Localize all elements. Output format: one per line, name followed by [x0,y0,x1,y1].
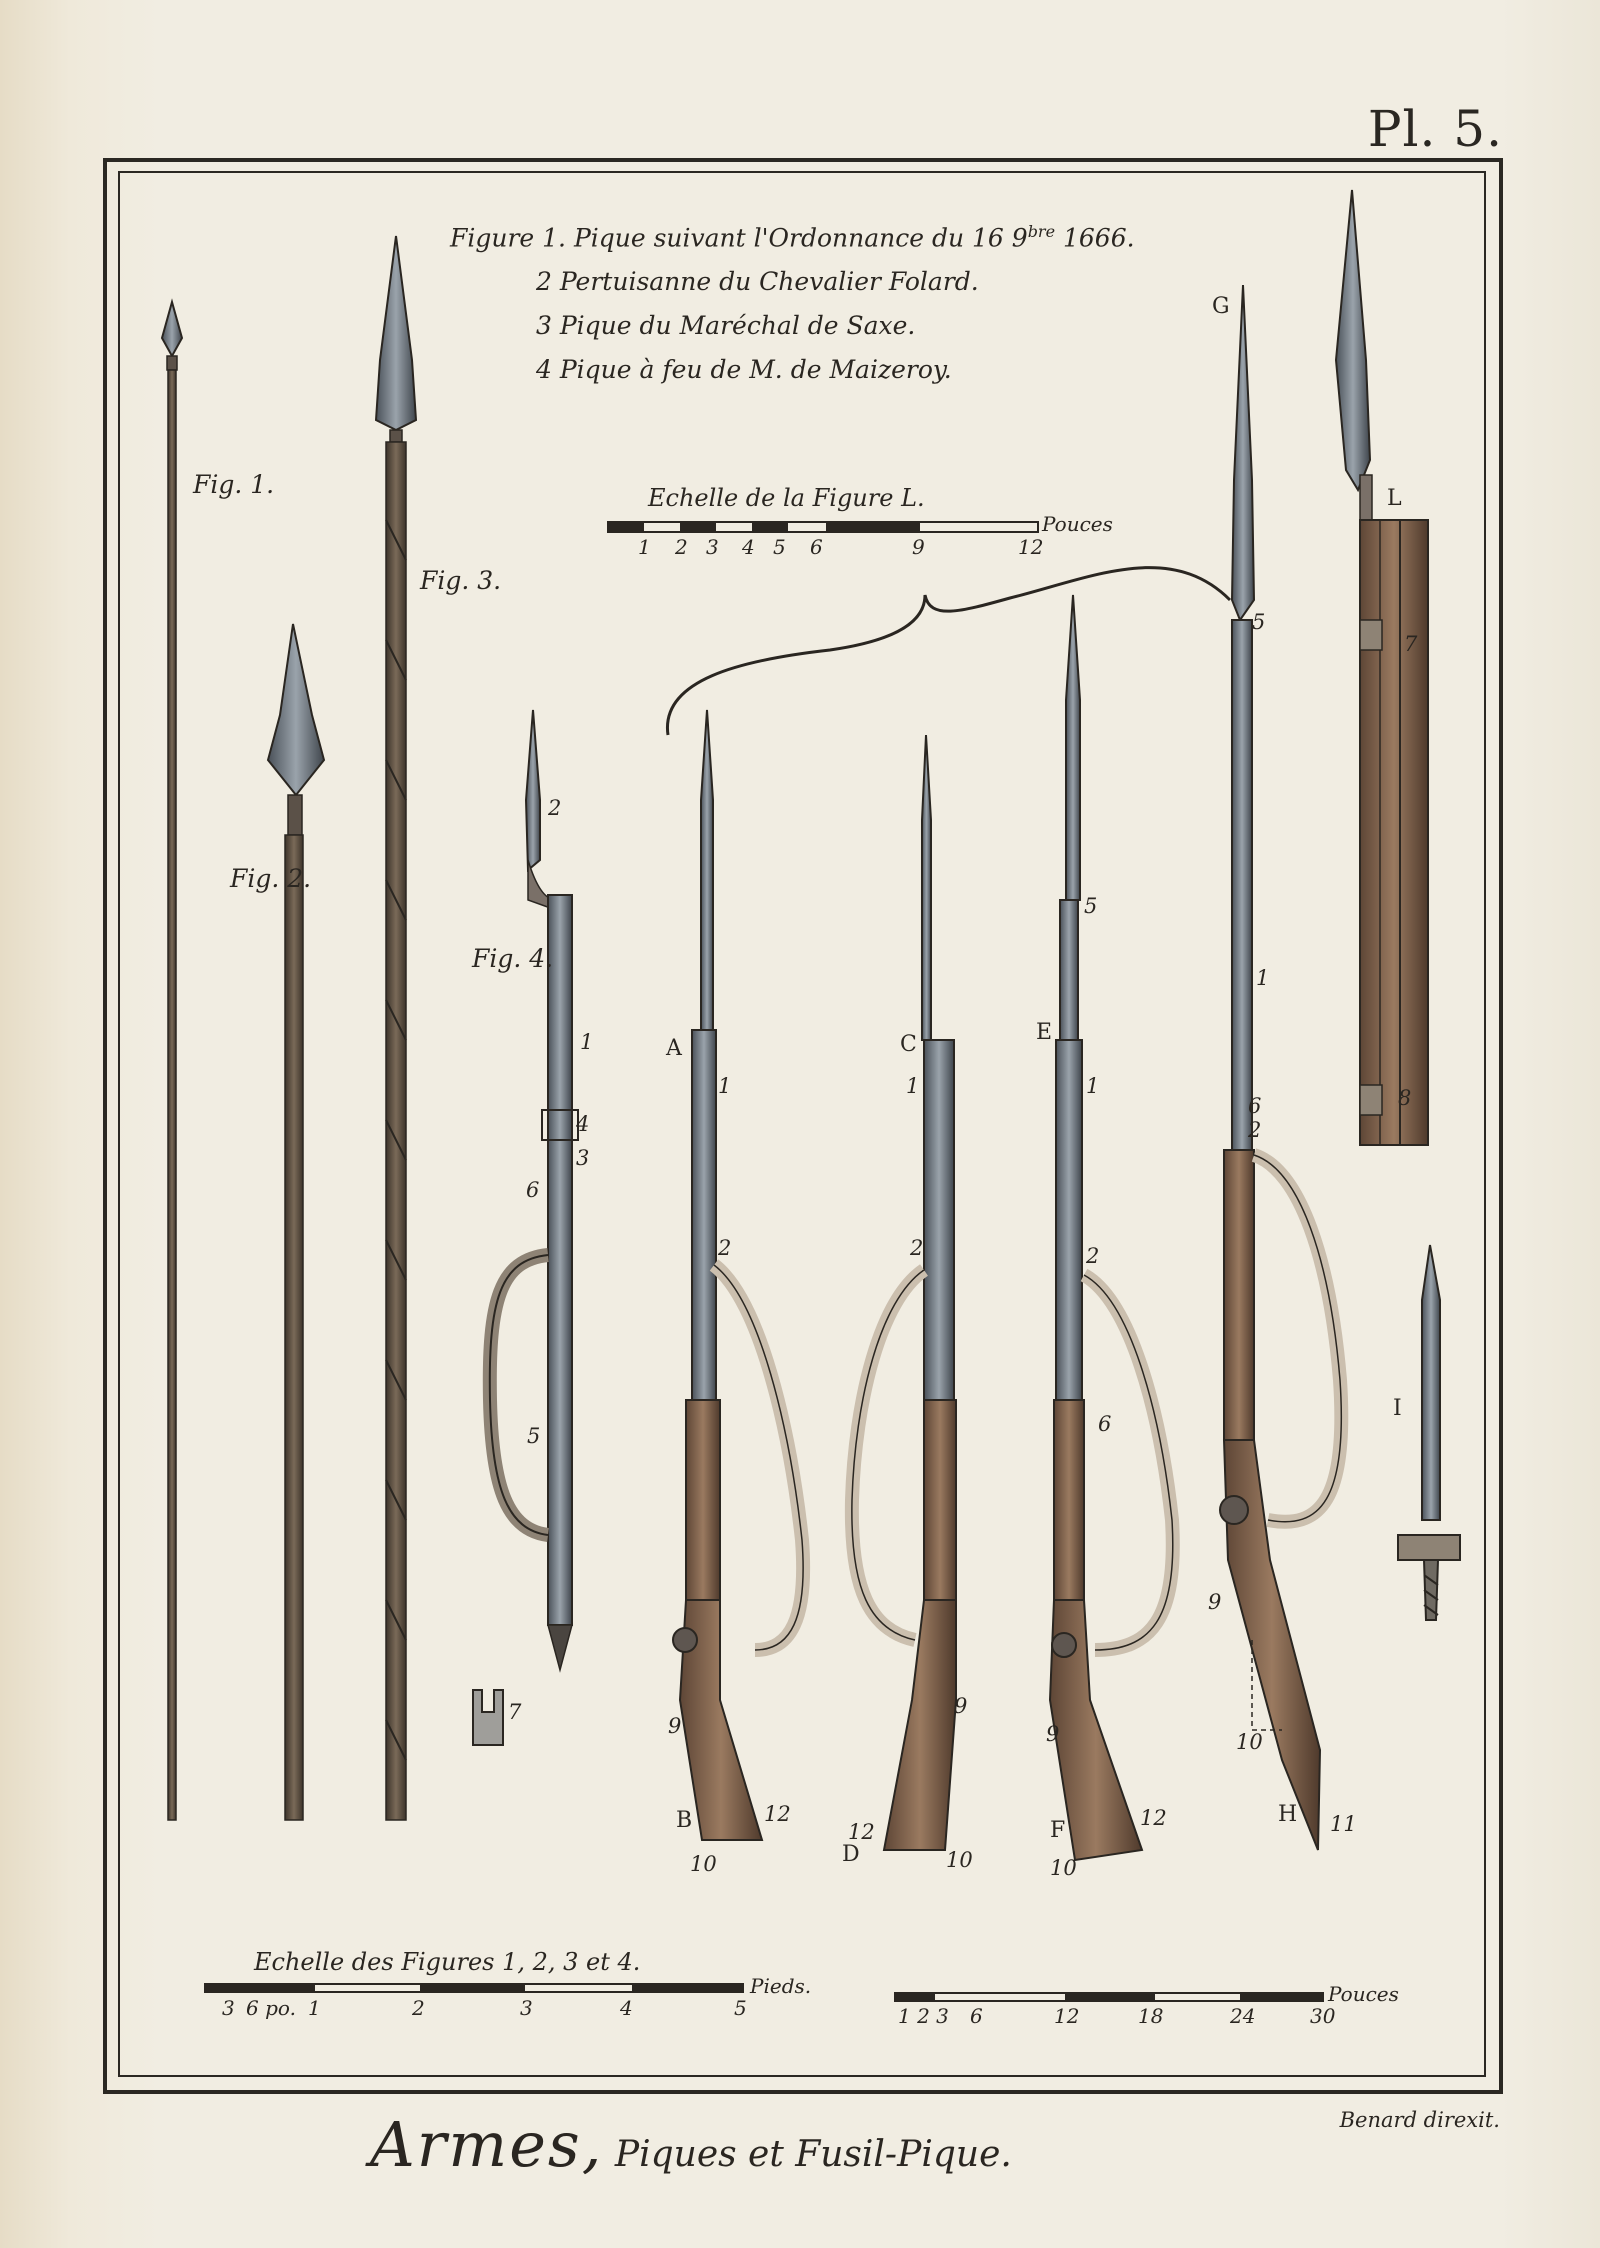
scale-figs-tick: 2 [412,1996,425,2020]
part-number: 6 [1098,1412,1112,1436]
part-number: 2 [1086,1244,1100,1268]
part-number: 1 [906,1074,920,1098]
part-number: 2 [548,796,562,820]
scale-pouces-unit: Pouces [1328,1982,1399,2006]
scale-L-tick: 4 [742,535,755,559]
part-number: 5 [1084,894,1098,918]
plate-number: Pl. 5. [1367,100,1503,158]
brace [667,568,1230,735]
part-number: 2 [1248,1118,1262,1142]
part-number: 12 [1140,1806,1167,1830]
scale-L-tick: 12 [1018,535,1044,559]
letter-D: D [842,1842,860,1867]
letter-B: B [676,1808,693,1833]
legend-line-4: 4 Pique à feu de M. de Maizeroy. [536,355,952,385]
scale-L-tick: 2 [675,535,688,559]
part-number: 5 [527,1424,541,1448]
scale-pouces-tick: 24 [1230,2004,1256,2028]
gun-G [1220,285,1341,1850]
part-number: 10 [1050,1856,1077,1880]
legend-line-2: 2 Pertuisanne du Chevalier Folard. [536,267,979,297]
gun-C [852,735,956,1850]
scale-L-unit: Pouces [1042,512,1113,536]
part-number: 3 [576,1146,590,1170]
scale-L-tick: 9 [912,535,925,559]
scale-L-tick: 6 [810,535,823,559]
scale-L-bar [608,522,1038,532]
scale-figs-unit: Pieds. [750,1974,812,1998]
letter-G: G [1212,294,1230,319]
part-number: 7 [1404,632,1418,656]
letter-L: L [1387,486,1402,511]
scale-figs-tick: 3 [520,1996,533,2020]
part-number: 11 [1330,1812,1357,1836]
part-I [1398,1245,1460,1620]
part-number: 1 [718,1074,732,1098]
part-number: 10 [946,1848,973,1872]
scale-figs-tick: 3 [222,1996,235,2020]
gun-E [1050,595,1173,1860]
scale-pouces-tick: 6 [970,2004,983,2028]
legend-line-3: 3 Pique du Maréchal de Saxe. [536,311,916,341]
part-number: 9 [1046,1722,1060,1746]
part-number: 10 [1236,1730,1263,1754]
letter-H: H [1278,1802,1298,1827]
plate-title: Armes, Piques et Fusil-Pique. [370,2108,1012,2181]
scale-figs-bar [205,1984,743,1992]
scale-figs-tick: 5 [734,1996,747,2020]
scale-pouces-tick: 18 [1138,2004,1164,2028]
scale-figs-tick: 4 [620,1996,633,2020]
part-number: 2 [910,1236,924,1260]
fig3-label: Fig. 3. [420,566,502,595]
gun-A [673,710,803,1840]
fig3-pike-saxe [376,236,416,1820]
part-number: 4 [576,1112,590,1136]
fig4-label: Fig. 4. [472,944,554,973]
fig1-pike [162,302,182,1820]
part-number: 12 [764,1802,791,1826]
scale-figs-title: Echelle des Figures 1, 2, 3 et 4. [254,1948,641,1976]
part-number: 1 [1086,1074,1100,1098]
part-number: 9 [1208,1590,1222,1614]
part-number: 10 [690,1852,717,1876]
part-number: 1 [580,1030,594,1054]
fig1-label: Fig. 1. [193,470,275,499]
scale-L-tick: 1 [638,535,651,559]
part-number: 6 [1248,1094,1262,1118]
scale-pouces-bar [895,1993,1323,2001]
fig2-partisan [268,624,324,1820]
letter-C: C [900,1032,917,1057]
part-number: 5 [1252,610,1266,634]
scale-L-title: Echelle de la Figure L. [648,484,925,512]
scale-figs-tick: 6 po. [246,1996,296,2020]
fig2-label: Fig. 2. [230,864,312,893]
part-number: 8 [1398,1086,1412,1110]
part-number: 1 [1256,966,1270,990]
part-number: 9 [668,1714,682,1738]
scale-figs-tick: 1 [308,1996,321,2020]
scale-pouces-tick: 1 2 3 [898,2004,949,2028]
part-number: 6 [526,1178,540,1202]
engraver-credit: Benard direxit. [1339,2108,1500,2132]
part-number: 7 [508,1700,522,1724]
letter-E: E [1036,1020,1053,1045]
fig4-fire-pike [473,710,578,1745]
part-number: 9 [954,1694,968,1718]
scale-L-tick: 5 [773,535,786,559]
scale-pouces-tick: 12 [1054,2004,1080,2028]
letter-I: I [1393,1396,1402,1421]
part-L [1336,190,1428,1145]
scale-L-tick: 3 [706,535,719,559]
scale-pouces-tick: 30 [1310,2004,1336,2028]
letter-A: A [666,1036,682,1061]
legend-line-1: Figure 1. Pique suivant l'Ordonnance du 16 $9^{bre}$ 1666. [450,222,1135,253]
letter-F: F [1050,1818,1066,1843]
part-number: 2 [718,1236,732,1260]
part-number: 12 [848,1820,875,1844]
